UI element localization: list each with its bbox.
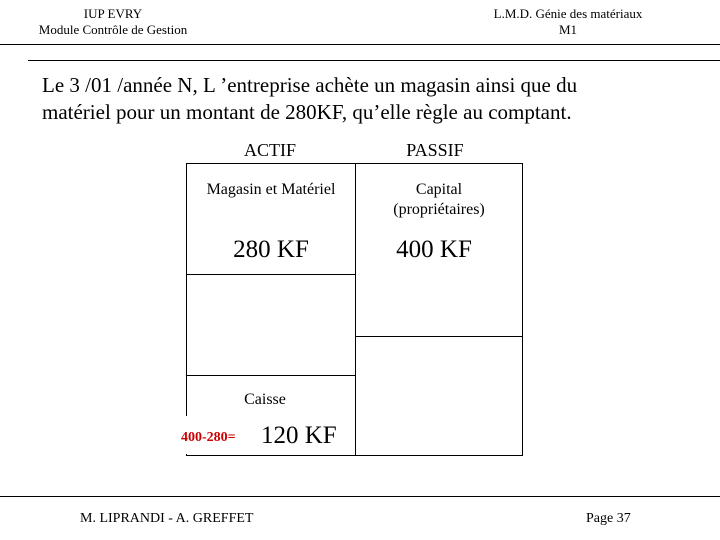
header-divider (0, 44, 720, 45)
asset-label: Magasin et Matériel (206, 181, 336, 198)
asset-value: 280 KF (233, 236, 309, 263)
exercise-statement (42, 72, 702, 126)
caisse-value: 120 KF (261, 422, 337, 449)
statement-line-2: matériel pour un montant de 280KF, qu’elle règle au comptant. (42, 100, 572, 124)
page-number: Page 37 (586, 511, 631, 526)
capital-label-line-2: (propriétaires) (393, 201, 485, 218)
capital-value: 400 KF (396, 236, 472, 263)
statement-line-1: Le 3 /01 /année N, L ’entreprise achète un magasin ainsi que du (42, 73, 578, 97)
caisse-label: Caisse (244, 391, 286, 408)
header-level: M1 (558, 22, 578, 37)
header-right (468, 6, 668, 38)
capital-label-line-1: Capital (415, 181, 463, 198)
actif-asset-box (186, 163, 356, 275)
header-module: Module Contrôle de Gestion (38, 22, 188, 37)
header-school: IUP EVRY (83, 6, 143, 21)
header-program: L.M.D. Génie des matériaux (493, 6, 643, 21)
header-rule (28, 60, 720, 61)
actif-empty-box (186, 274, 356, 376)
caisse-formula: 400-280= (181, 430, 236, 445)
footer-divider (0, 496, 720, 497)
passif-header: PASSIF (406, 140, 464, 160)
passif-capital-box (355, 163, 523, 337)
actif-header: ACTIF (243, 140, 296, 160)
caisse-calculation (174, 416, 354, 454)
footer-authors: M. LIPRANDI - A. GREFFET (80, 511, 254, 526)
capital-label (356, 180, 522, 220)
header-left (18, 6, 208, 38)
passif-empty-box (355, 336, 523, 456)
